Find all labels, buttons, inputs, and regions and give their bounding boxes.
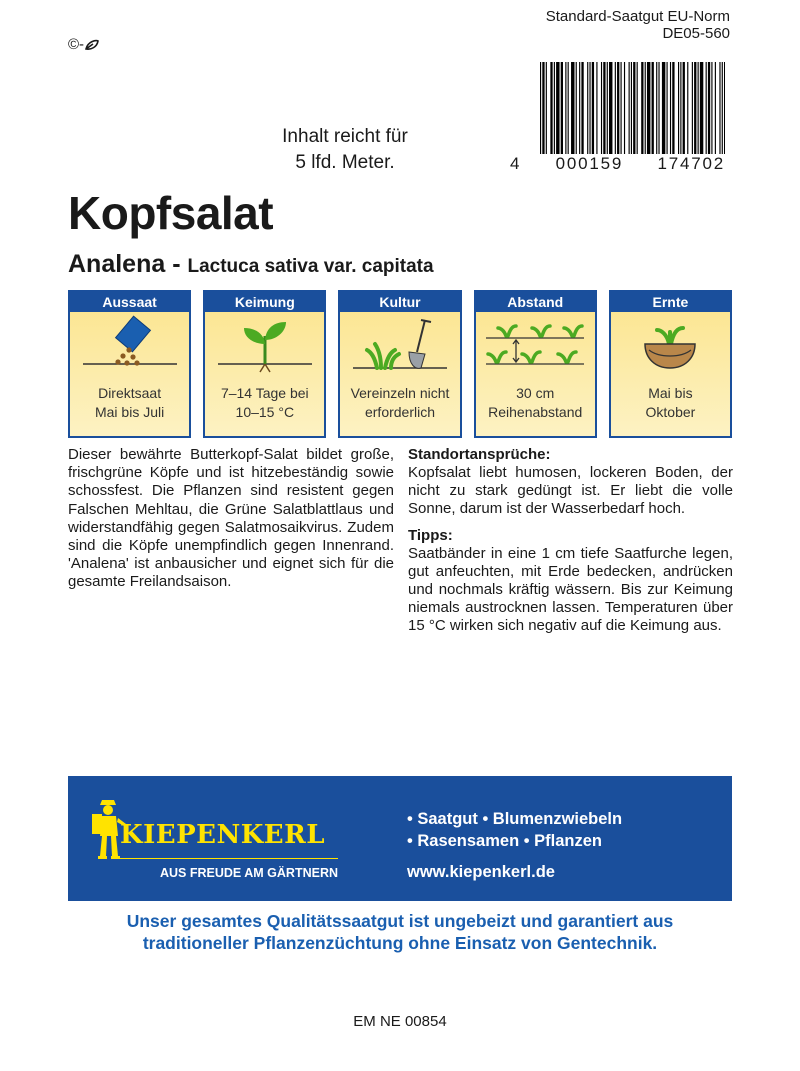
info-text-spacing-1: 30 cm [516,385,555,401]
info-head-germination: Keimung [205,292,324,312]
tips-text: Saatbänder in eine 1 cm tiefe Saatfurche legen, gut anfeuchten, mit Erde bedecken, andrücken und nochmals kräftig wässern. Bis zur Keimung niemals austrocknen lassen. Temperaturen über 15 °C wirken sich negativ auf die Keimung aus. [408,544,733,635]
product-subtitle [68,250,434,279]
barcode [540,62,725,154]
barcode-digit-group-1: 4 [510,154,522,173]
sprout-icon [210,314,320,378]
info-text-sowing-2: Mai bis Juli [94,404,165,420]
info-text-germination-1: 7–14 Tage bei [220,385,309,401]
standard-label [546,8,730,42]
copyright-text: ©- [68,36,85,53]
quality-line-1: Unser gesamtes Qualitätssaatgut ist ungebeizt und garantiert aus [126,911,674,931]
standard-line-2: DE05-560 [662,25,730,42]
copyright-mark [68,36,100,53]
info-head-sowing: Aussaat [70,292,189,312]
harvest-bowl-icon [615,314,725,378]
info-box-germination [203,290,326,438]
info-text-harvest-2: Oktober [645,404,696,420]
brand-products [407,808,622,852]
seed-packet-icon [75,314,185,378]
info-head-spacing: Abstand [476,292,595,312]
barcode-digit-group-3: 174702 [657,154,725,173]
growing-notes [408,446,733,644]
info-box-spacing [474,290,597,438]
variety-name: Analena - [68,250,188,278]
quality-line-2: traditioneller Pflanzenzüchtung ohne Einsatz von Gentechnik. [142,933,658,953]
info-text-spacing-2: Reihenabstand [488,404,583,420]
products-line-2: • Rasensamen • Pflanzen [407,832,602,850]
content-line-2: 5 lfd. Meter. [295,152,395,173]
website-link[interactable]: www.kiepenkerl.de [407,863,555,881]
cultivation-info-row [68,290,732,438]
footer-code: EM NE 00854 [353,1013,447,1030]
info-text-culture-1: Vereinzeln nicht [350,385,450,401]
info-box-sowing [68,290,191,438]
brand-name: KIEPENKERL [120,820,326,850]
content-amount [270,124,420,176]
brand-tagline: AUS FREUDE AM GÄRTNERN [160,866,339,880]
info-box-harvest [609,290,732,438]
description-text: Dieser bewährte Butterkopf-Salat bildet große, frischgrüne Köpfe und ist hitzebeständig sowie schossfest. Die Pflanzen sind resistent gegen Falschen Mehltau, die Grüne Salatblattlaus und widerstandfähig gegen Salatmosaikvirus. Zudem sind die Köpfe unempfindlich gegen Innenrand. 'Analena' ist anbausicher und eignet sich für die gesamte Freilandsaison. [68,446,394,591]
info-text-harvest-1: Mai bis [648,385,693,401]
brand-divider [120,858,338,859]
info-box-culture [338,290,461,438]
product-title: Kopfsalat [68,187,274,239]
quality-statement [68,910,732,954]
leaf-mark-icon [84,39,100,51]
location-text: Kopfsalat liebt humosen, lockeren Boden, der nicht zu stark gedüngt ist. Er liebt die volle Sonne, darum ist der Wasserbedarf hoch. [408,464,733,518]
info-text-germination-2: 10–15 °C [235,404,295,420]
products-line-1: • Saatgut • Blumenzwiebeln [407,810,623,828]
standard-line-1: Standard-Saatgut EU-Norm [545,8,730,25]
info-text-culture-2: erforderlich [364,404,436,420]
barcode-digit-group-2: 000159 [555,154,624,173]
row-spacing-icon [480,314,590,378]
info-text-sowing-1: Direktsaat [98,385,162,401]
location-heading: Standortansprüche: [408,446,551,463]
tips-heading: Tipps: [408,526,453,544]
info-head-harvest: Ernte [611,292,730,312]
shovel-icon [345,314,455,378]
content-line-1: Inhalt reicht für [282,126,408,147]
latin-name: Lactuca sativa var. capitata [187,256,434,277]
info-head-culture: Kultur [340,292,459,312]
barcode-digits [510,154,725,174]
